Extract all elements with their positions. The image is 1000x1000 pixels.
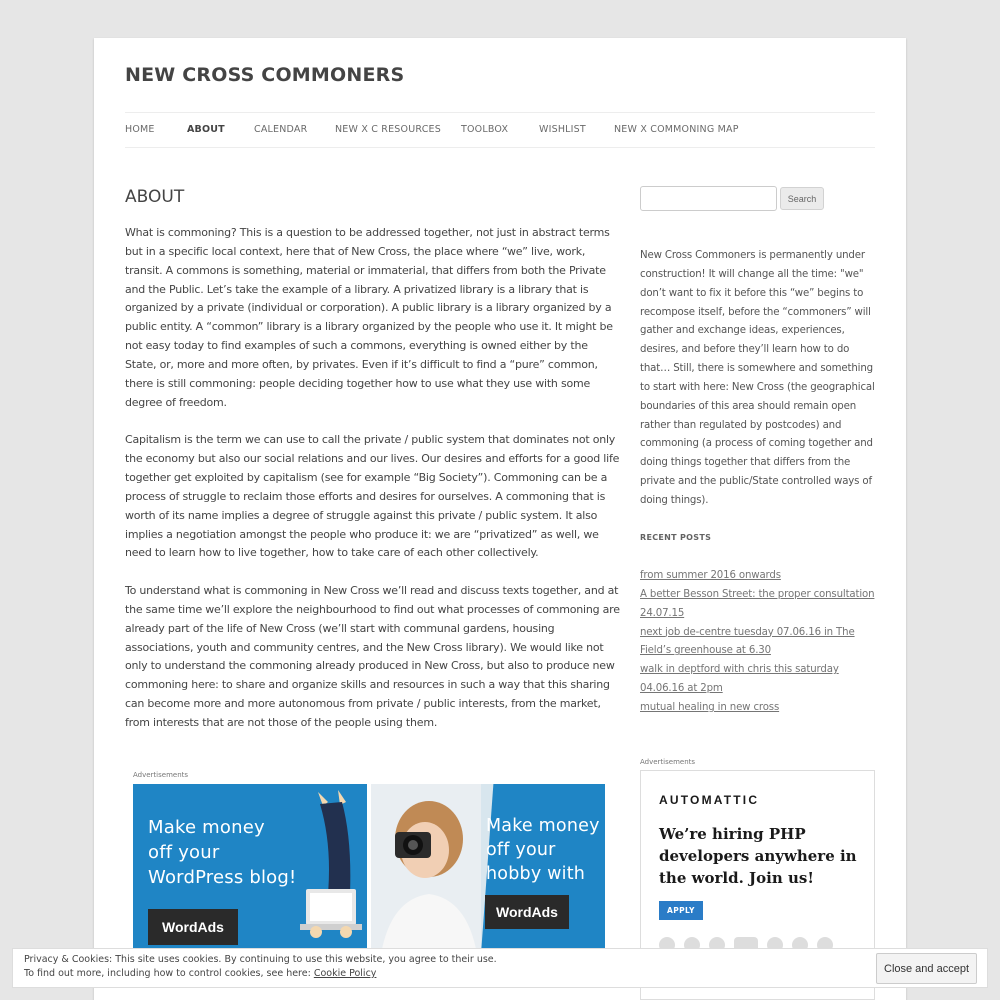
sidebar-about-text: New Cross Commoners is permanently under construction! It will change all the time: "we" don’t want to fix it before this “we” begins to recompose itself, before the “commoners” will gather and exchange ideas, experiences, desires, and before they’ll learn how to do that… Still, there is somewhere and something to start with here: New Cross (the geographical boundaries of this area should remain open rather than regulated by postcodes) and commoning (a process of coming together and doing things together that differs from the private and the public/State controlled ways of doing things). [640, 250, 875, 506]
ad-line: Make money [148, 817, 265, 838]
page-title: ABOUT [125, 187, 185, 207]
cookie-banner [12, 948, 988, 988]
recent-post-link[interactable]: walk in deptford with chris this saturday 04.06.16 at 2pm [640, 664, 839, 695]
site-title[interactable]: NEW CROSS COMMONERS [125, 64, 405, 86]
advertisements-label: Advertisements [133, 771, 189, 779]
wordads-logo: WordAds [485, 895, 569, 929]
search-input[interactable] [640, 186, 777, 211]
ad-line: off your [486, 840, 556, 860]
hiring-headline: We’re hiring PHP developers anywhere in the world. Join us! [659, 825, 857, 887]
nav-item-wishlist[interactable]: WISHLIST [539, 124, 586, 135]
recent-posts-title: RECENT POSTS [640, 533, 712, 542]
wordads-ad-hobby[interactable] [371, 784, 605, 954]
entry-content [125, 224, 620, 752]
wordads-logo: WordAds [148, 909, 238, 945]
photographer-illustration [371, 784, 481, 954]
apply-button[interactable]: APPLY [659, 901, 703, 920]
close-and-accept-button[interactable]: Close and accept [876, 953, 977, 984]
sidebar-advertisements-label: Advertisements [640, 758, 696, 766]
recent-posts-list [640, 567, 878, 718]
main-navigation [125, 112, 875, 148]
laptop-person-illustration [298, 784, 367, 954]
nav-item-home[interactable]: HOME [125, 124, 155, 135]
search-button[interactable]: Search [780, 187, 824, 210]
page-container [94, 38, 906, 1000]
automattic-logo: AUTOMATTIC [659, 793, 760, 807]
nav-item-about[interactable]: ABOUT [187, 124, 225, 135]
ad-line: hobby with [486, 864, 586, 884]
list-item [640, 567, 878, 586]
nav-item-toolbox[interactable]: TOOLBOX [461, 124, 509, 135]
ad-line: WordPress blog! [148, 867, 297, 888]
nav-item-resources[interactable]: NEW X C RESOURCES [335, 124, 441, 135]
cookie-line: To find out more, including how to control cookies, see here: [24, 968, 314, 979]
list-item [640, 624, 878, 662]
nav-item-calendar[interactable]: CALENDAR [254, 124, 308, 135]
cookie-line: Privacy & Cookies: This site uses cookies. By continuing to use this website, you agree to their use. [24, 954, 497, 965]
ad-line: off your [148, 842, 220, 863]
paragraph: Capitalism is the term we can use to call the private / public system that dominates not only the economy but also our social relations and our lives. Our desires and efforts for a good life together get exploited by capitalism (see for example “Big Society”). Commoning can be a process of struggle to reclaim those efforts and desires for ourselves. A commoning that is worth of its name implies a degree of struggle against this private / public system. It also implies a negotiation amongst the people who produce it: we are “privatized” as well, we need to learn how to live together, how to take care of each other collectively. [125, 433, 620, 560]
nav-item-commoning-map[interactable]: NEW X COMMONING MAP [614, 124, 739, 135]
wordads-ad-blog[interactable] [133, 784, 367, 954]
ad-line: Make money [486, 816, 600, 836]
list-item [640, 586, 878, 624]
recent-post-link[interactable]: A better Besson Street: the proper consultation 24.07.15 [640, 588, 875, 619]
recent-post-link[interactable]: from summer 2016 onwards [640, 570, 781, 581]
cookie-policy-link[interactable]: Cookie Policy [313, 968, 377, 979]
list-item [640, 661, 878, 699]
paragraph: To understand what is commoning in New Cross we’ll read and discuss texts together, and at the same time we’ll explore the neighbourhood to find out what processes of commoning are already part of the life of New Cross (we’ll start with communal gardens, housing associations, youth and community centres, and the New Cross library). We would like not only to understand the commoning already produced in New Cross, but also to produce new commoning here: to share and organize skills and resources in such a way that this sharing can become more and more autonomous from private / public interests, from the market, from interests that are not those of the people using them. [125, 584, 620, 729]
recent-post-link[interactable]: next job de-centre tuesday 07.06.16 in The Field’s greenhouse at 6.30 [640, 626, 855, 657]
list-item [640, 699, 878, 718]
cookie-notice-text [24, 953, 497, 981]
paragraph: What is commoning? This is a question to be addressed together, not just in abstract terms but in a specific local context, here that of New Cross, the place where “we” live, work, transit. A commons is something, material or immaterial, that differs from both the Private and the Public. Let’s take the example of a library. A privatized library is a library that is organized by a private (individual or corporation). A public library is a library organized by a public entity. A “common” library is a library organized by the people who use it. It might be not easy today to find examples of such a commons, everything is owned either by the State, or, more and more often, by privates. Even if it’s difficult to find a “pure” common, there is still commoning: people deciding together how to use what they use with some degree of freedom. [125, 226, 613, 409]
recent-post-link[interactable]: mutual healing in new cross [640, 701, 780, 713]
